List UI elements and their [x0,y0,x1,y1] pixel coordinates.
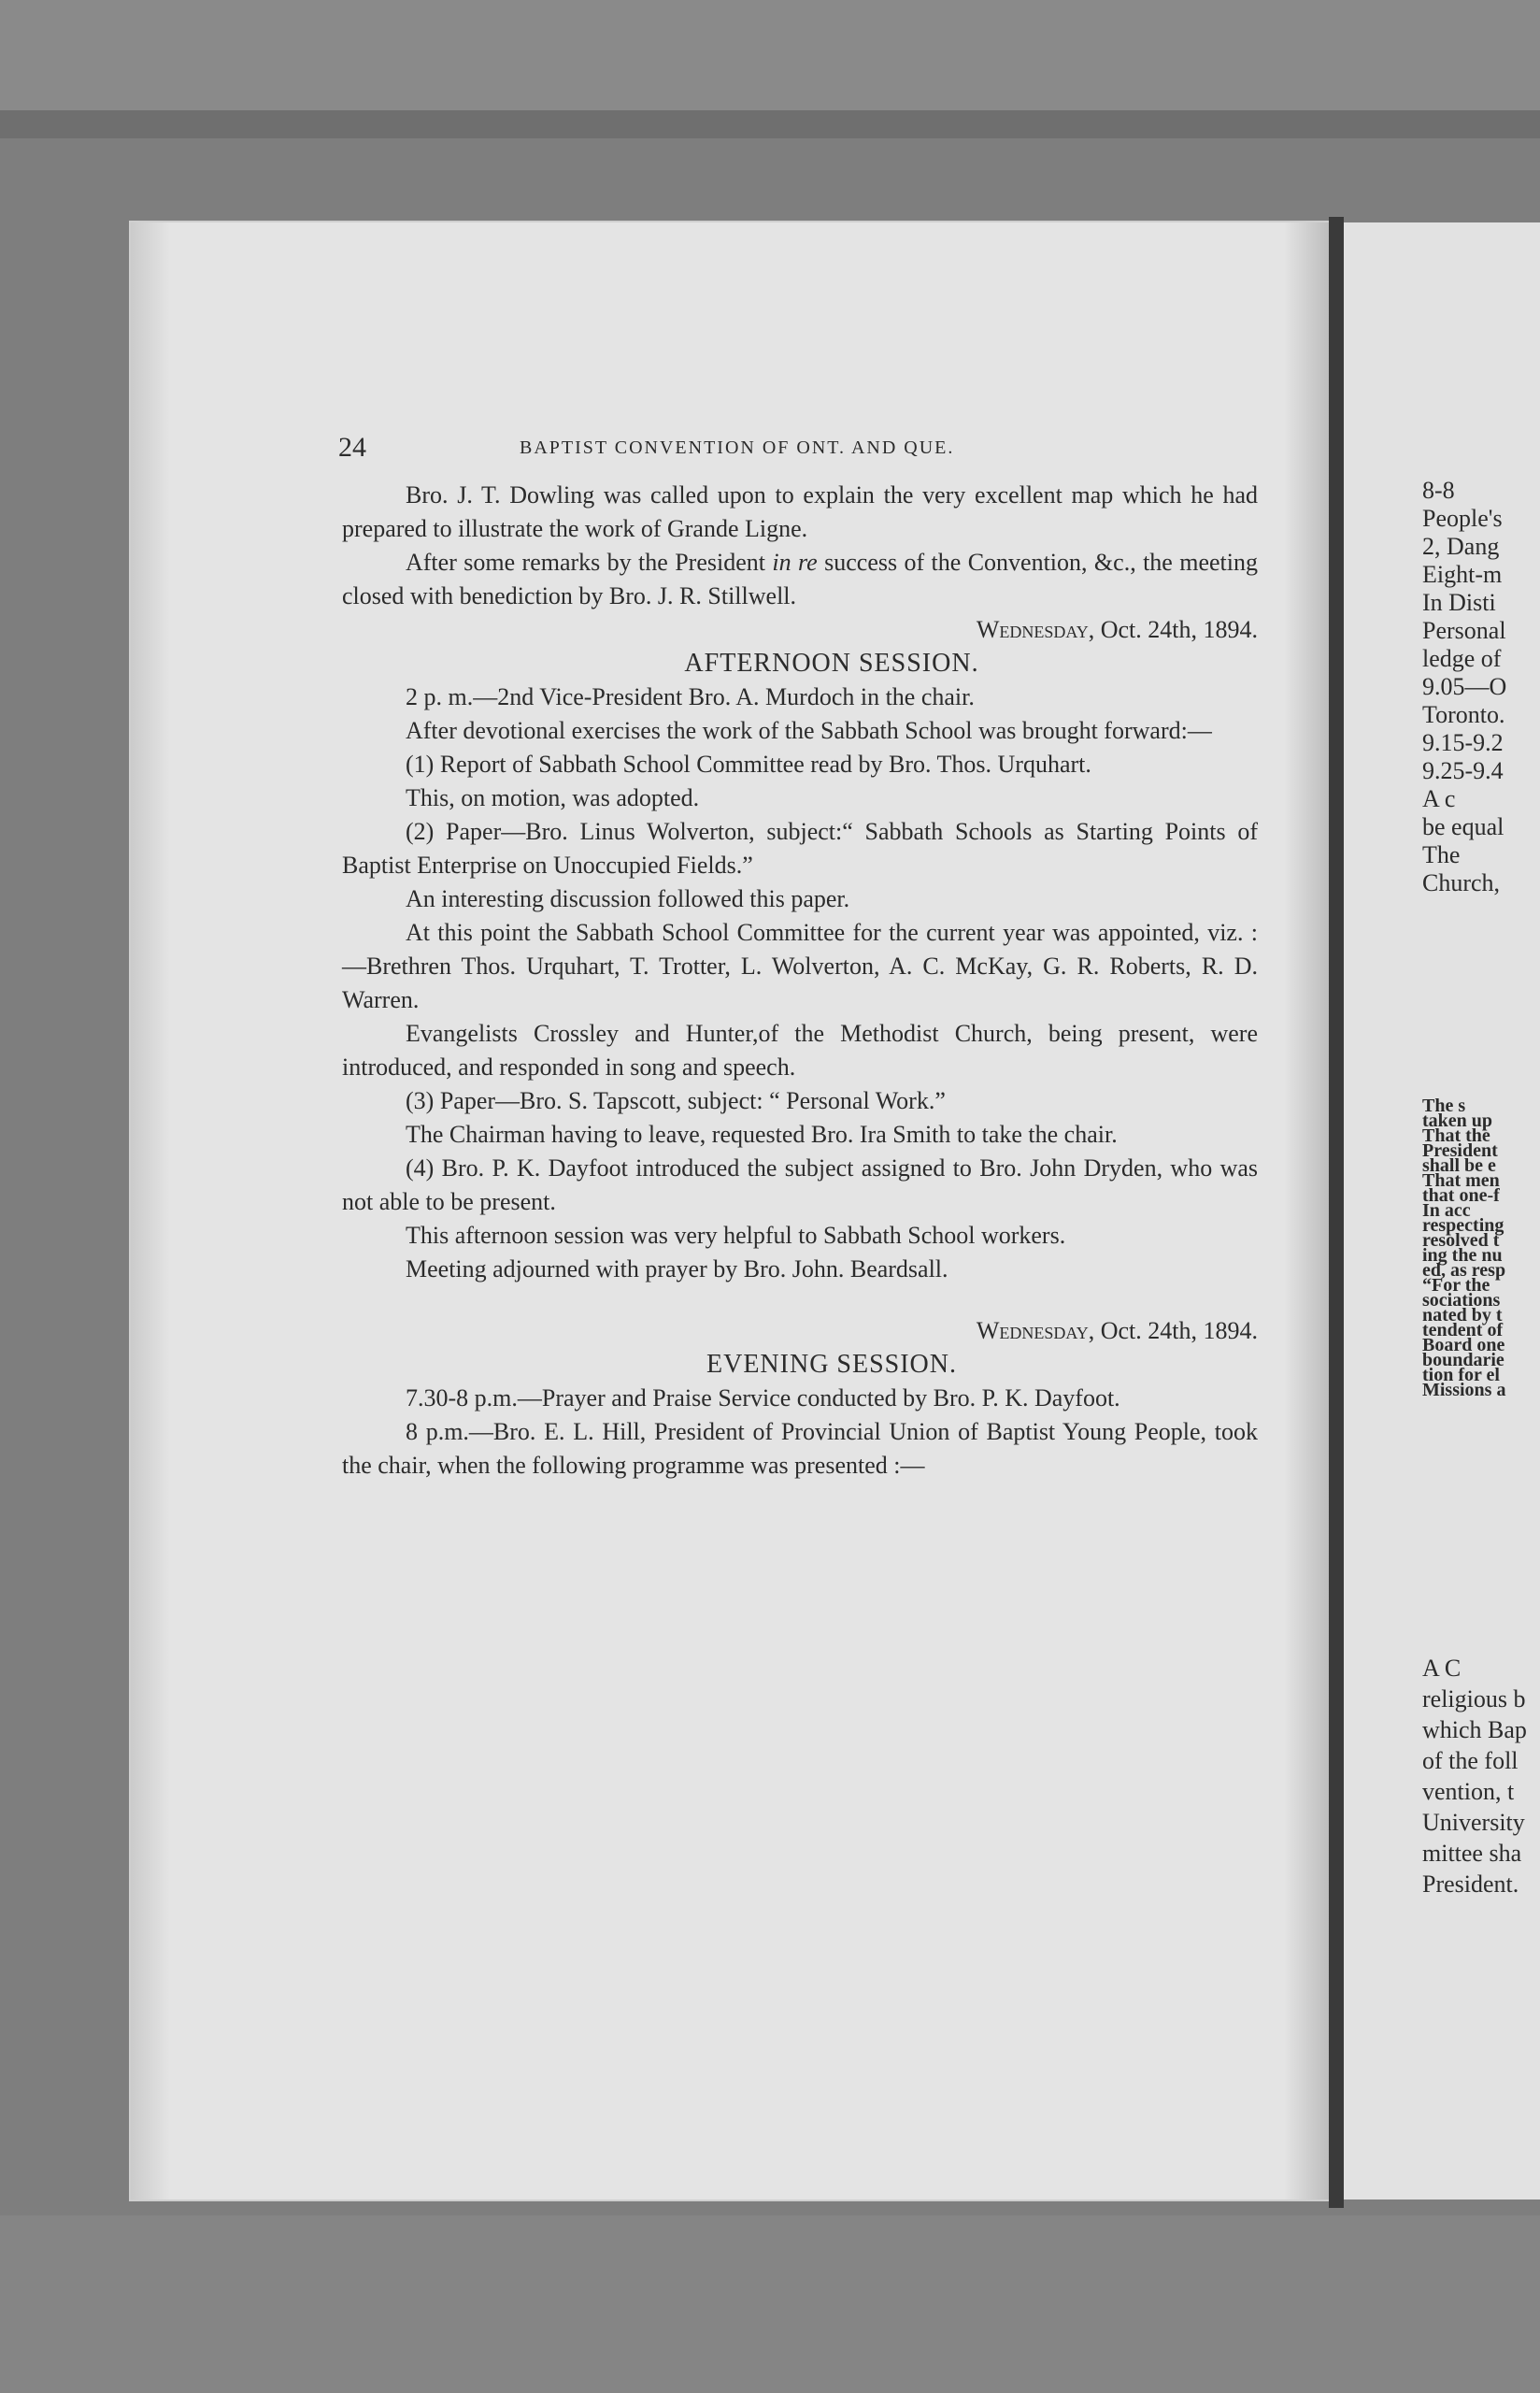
right-page-line-fragment: 9.15-9.2 [1422,729,1504,756]
right-page-line-fragment: which Bap [1422,1716,1527,1743]
right-page-line-fragment: respecting [1422,1215,1504,1236]
right-page-line-fragment: Eight-m [1422,561,1503,588]
afternoon-session-title: AFTERNOON SESSION. [684,649,979,678]
right-page-line-fragment: President. [1422,1870,1519,1898]
right-page-line-fragment: vention, t [1422,1778,1515,1805]
right-page-line-fragment: A C [1422,1655,1462,1682]
right-page-line-fragment: ledge of [1422,645,1502,672]
minutes-paragraph: This, on motion, was adopted. [406,784,700,811]
right-page-line-fragment: 9.25-9.4 [1422,757,1504,784]
right-page-line-fragment: tendent of [1422,1320,1504,1340]
minutes-paragraph: Evangelists Crossley and Hunter,of the Methodist Church, being present, were introduced, and responded in song and speech. [342,1020,1258,1081]
right-page-line-fragment: “For the [1422,1275,1490,1296]
right-page-line-fragment: President [1422,1140,1498,1161]
right-page-line-fragment: A c [1422,785,1456,812]
minutes-paragraph: The Chairman having to leave, requested Bro. Ira Smith to take the chair. [406,1121,1118,1148]
right-page [1344,222,1540,2200]
evening-session-title: EVENING SESSION. [706,1350,957,1379]
minutes-paragraph: (4) Bro. P. K. Dayfoot introduced the subject assigned to Bro. John Dryden, who was not able to be present. [342,1154,1258,1215]
evening-session-minutes [342,1382,1258,1483]
minutes-paragraph: After devotional exercises the work of the Sabbath School was brought forward:— [406,717,1212,744]
right-page-line-fragment: 8-8 [1422,477,1455,504]
minutes-paragraph: Meeting adjourned with prayer by Bro. John. Beardsall. [406,1255,948,1282]
afternoon-session-minutes [342,681,1258,1286]
right-page-line-fragment: Missions a [1422,1380,1506,1400]
minutes-paragraph: 8 p.m.—Bro. E. L. Hill, President of Provincial Union of Baptist Young People, took the chair, when the following programme was presented :— [342,1418,1258,1479]
right-page-line-fragment: religious b [1422,1685,1526,1712]
right-page-line-fragment: ed, as resp [1422,1260,1506,1281]
right-page-line-fragment: of the foll [1422,1747,1519,1774]
right-page-line-fragment: The s [1422,1096,1466,1116]
right-page-line-fragment: University [1422,1809,1525,1836]
intro-paragraph: After some remarks by the President in re success of the Convention, &c., the meeting closed with benediction by Bro. J. R. Stillwell. [342,549,1258,609]
minutes-paragraph: (2) Paper—Bro. Linus Wolverton, subject:“ Sabbath Schools as Starting Points of Baptist Enterprise on Unoccupied Fields.” [342,818,1258,879]
intro-paragraph: Bro. J. T. Dowling was called upon to explain the very excellent map which he had prepared to illustrate the work of Grande Ligne. [342,481,1258,542]
right-page-line-fragment: Board one [1422,1335,1505,1355]
minutes-paragraph: An interesting discussion followed this paper. [406,885,850,912]
right-page-line-fragment: Personal [1422,617,1506,644]
right-page-line-fragment: That men [1422,1170,1500,1191]
right-page-line-fragment: The [1422,841,1461,868]
scan-background-top [0,0,1540,122]
minutes-paragraph: 7.30-8 p.m.—Prayer and Praise Service conducted by Bro. P. K. Dayfoot. [406,1384,1120,1411]
right-page-line-fragment: be equal [1422,813,1504,840]
minutes-paragraph: (1) Report of Sabbath School Committee read by Bro. Thos. Urquhart. [406,751,1091,778]
right-page-line-fragment: People's [1422,505,1503,532]
left-page-body [342,479,1258,1483]
right-page-line-fragment: that one-f [1422,1185,1500,1206]
afternoon-dateline: Wednesday, Oct. 24th, 1894. [976,616,1258,643]
right-page-line-fragment: In Disti [1422,589,1496,616]
minutes-paragraph: This afternoon session was very helpful to Sabbath School workers. [406,1222,1066,1249]
scan-background-bottom [0,2215,1540,2393]
minutes-paragraph: (3) Paper—Bro. S. Tapscott, subject: “ Personal Work.” [406,1087,946,1114]
right-page-line-fragment: tion for el [1422,1365,1500,1385]
scan-dark-band [0,110,1540,138]
right-page-line-fragment: In acc [1422,1200,1471,1221]
evening-dateline: Wednesday, Oct. 24th, 1894. [976,1317,1258,1344]
right-page-line-fragment: sociations [1422,1290,1501,1311]
right-page-line-fragment: boundarie [1422,1350,1504,1370]
right-page-line-fragment: Church, [1422,869,1501,896]
right-page-line-fragment: 9.05—O [1422,673,1507,700]
right-page-line-fragment: taken up [1422,1111,1493,1131]
minutes-paragraph: 2 p. m.—2nd Vice-President Bro. A. Murdoch in the chair. [406,683,975,710]
right-page-line-fragment: Toronto. [1422,701,1505,728]
right-page-line-fragment: mittee sha [1422,1840,1522,1867]
right-page-line-fragment: resolved t [1422,1230,1500,1251]
running-head-title: BAPTIST CONVENTION OF ONT. AND QUE. [520,437,955,458]
right-page-line-fragment: That the [1422,1125,1490,1146]
running-head [338,432,1310,469]
right-page-line-fragment: shall be e [1422,1155,1496,1176]
right-page-line-fragment: nated by t [1422,1305,1503,1325]
book-gutter [1329,217,1344,2208]
right-page-line-fragment: ing the nu [1422,1245,1503,1266]
page-number: 24 [338,432,366,463]
right-page-line-fragment: 2, Dang [1422,533,1500,560]
minutes-paragraph: At this point the Sabbath School Committee for the current year was appointed, viz. :—Brethren Thos. Urquhart, T. Trotter, L. Wolverton, A. C. McKay, G. R. Roberts, R. D. Warren. [342,919,1258,1013]
